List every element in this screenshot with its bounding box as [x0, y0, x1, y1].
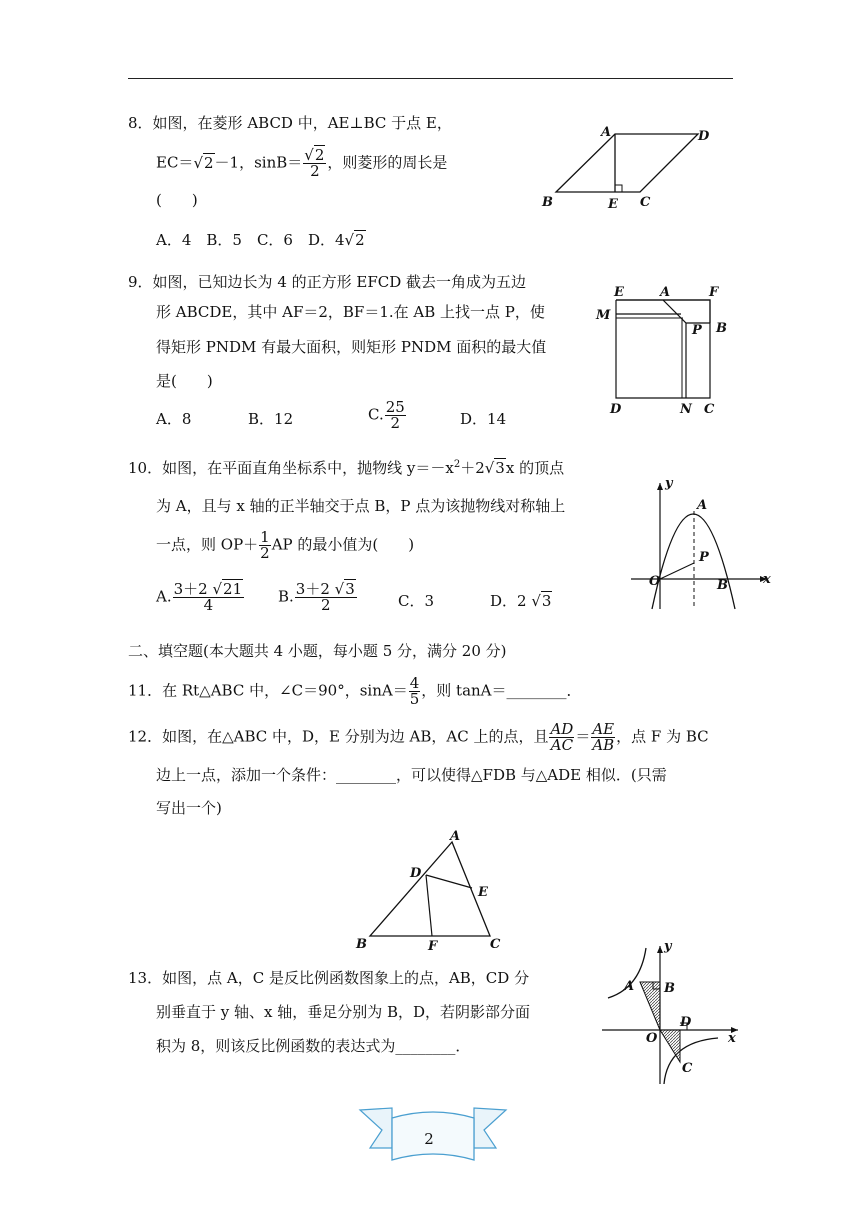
q9-line2: 形 ABCDE，其中 AF＝2，BF＝1.在 AB 上找一点 P，使	[156, 303, 545, 321]
q13-line1: 13．如图，点 A，C 是反比例函数图象上的点，AB，CD 分	[128, 969, 530, 987]
q9-choice-c: C. $\frac{25}{2}$	[368, 398, 405, 432]
q10-line3: 一点，则 OP＋ $\frac{1}{2}$ AP 的最小值为( )	[156, 528, 415, 562]
q12-label-d: D	[410, 866, 422, 881]
q13-label-x: x	[728, 1031, 736, 1046]
q9-choice-d: D．14	[460, 410, 507, 428]
q12-line1: 12．如图，在△ABC 中，D，E 分别为边 AB，AC 上的点，且 $\frac{AD}{AC}$ ＝ $\frac{AE}{AB}$ ，点 F 为 BC	[128, 720, 709, 754]
q12-label-e: E	[478, 885, 488, 900]
q9-choice-a: A．8	[156, 410, 192, 428]
q9-label-d: D	[610, 402, 622, 417]
q9-label-f: F	[709, 285, 719, 300]
q8-label-d: D	[698, 129, 710, 144]
q12-line3: 写出一个)	[156, 799, 222, 817]
q9-label-e: E	[614, 285, 624, 300]
q13-label-c: C	[682, 1061, 693, 1076]
q13-label-o: O	[646, 1031, 658, 1046]
q10-label-o: O	[649, 574, 661, 589]
q9-label-b: B	[716, 321, 727, 336]
q10-label-x: x	[763, 572, 771, 587]
q10-line2: 为 A，且与 x 轴的正半轴交于点 B，P 点为该抛物线对称轴上	[156, 497, 566, 515]
q12-label-b: B	[356, 937, 367, 952]
q12-label-a: A	[450, 829, 461, 844]
q12-triangle-figure	[352, 828, 512, 954]
q9-label-p: P	[692, 323, 702, 338]
q13-label-y: y	[664, 939, 672, 954]
page-number: 2	[424, 1130, 434, 1148]
q10-label-a: A	[697, 498, 708, 513]
q9-line4: 是( )	[156, 372, 213, 390]
q13-hyperbola-figure	[598, 938, 748, 1088]
q9-label-c: C	[704, 402, 715, 417]
q8-label-a: A	[601, 125, 612, 140]
q10-line1: 10．如图，在平面直角坐标系中，抛物线 $y=-x^2+2√3x$ 的顶点	[128, 459, 565, 477]
q9-line1: 9．如图，已知边长为 4 的正方形 EFCD 截去一角成为五边	[128, 273, 527, 291]
q8-choices: A．4 B．5 C．6 D．4√2	[156, 231, 365, 249]
q10-choice-c: C．3	[398, 592, 435, 610]
q10-parabola-figure	[625, 475, 775, 615]
q12-label-f: F	[428, 939, 438, 954]
q8-answer-bracket: ( )	[156, 191, 198, 209]
q10-choice-a: A. $\frac{3+2 √21}{4}$	[156, 580, 243, 614]
q8-label-c: C	[640, 195, 651, 210]
q12-line2: 边上一点，添加一个条件：________，可以使得△FDB 与△ADE 相似．(只需	[156, 766, 667, 784]
q8-rhombus-figure	[540, 120, 720, 210]
q12-label-c: C	[490, 937, 501, 952]
q10-choice-d: D．2 √3	[490, 592, 552, 610]
q8-label-b: B	[542, 195, 553, 210]
q10-label-p: P	[699, 550, 709, 565]
q10-label-b: B	[717, 578, 728, 593]
q13-line2: 别垂直于 y 轴、x 轴，垂足分别为 B，D，若阴影部分面	[156, 1003, 531, 1021]
q9-label-a: A	[660, 285, 671, 300]
q8-line2: EC＝√2－1，sinB＝ $\frac{√2}{2}$ ，则菱形的周长是	[156, 146, 448, 180]
q13-line3: 积为 8，则该反比例函数的表达式为________．	[156, 1037, 471, 1055]
q9-label-m: M	[596, 308, 611, 323]
q9-choice-b: B．12	[248, 410, 294, 428]
q13-label-b: B	[664, 981, 675, 996]
q9-square-figure	[590, 282, 740, 422]
q9-label-n: N	[680, 402, 692, 417]
q13-label-a: A	[624, 979, 635, 994]
q10-choice-b: B. $\frac{3+2 √3}{2}$	[278, 580, 355, 614]
q13-label-d: D	[680, 1015, 692, 1030]
q8-label-e: E	[608, 197, 618, 212]
header-rule	[128, 78, 733, 79]
section-2-heading: 二、填空题(本大题共 4 小题，每小题 5 分，满分 20 分)	[128, 642, 507, 660]
q11-line: 11．在 Rt△ABC 中，∠C＝90°，sinA＝ $\frac{4}{5}$ ，则 tanA＝________．	[128, 674, 582, 708]
q10-label-y: y	[665, 476, 673, 491]
q8-line1: 8．如图，在菱形 ABCD 中，AE⊥BC 于点 E，	[128, 114, 452, 132]
q9-line3: 得矩形 PNDM 有最大面积，则矩形 PNDM 面积的最大值	[156, 338, 547, 356]
